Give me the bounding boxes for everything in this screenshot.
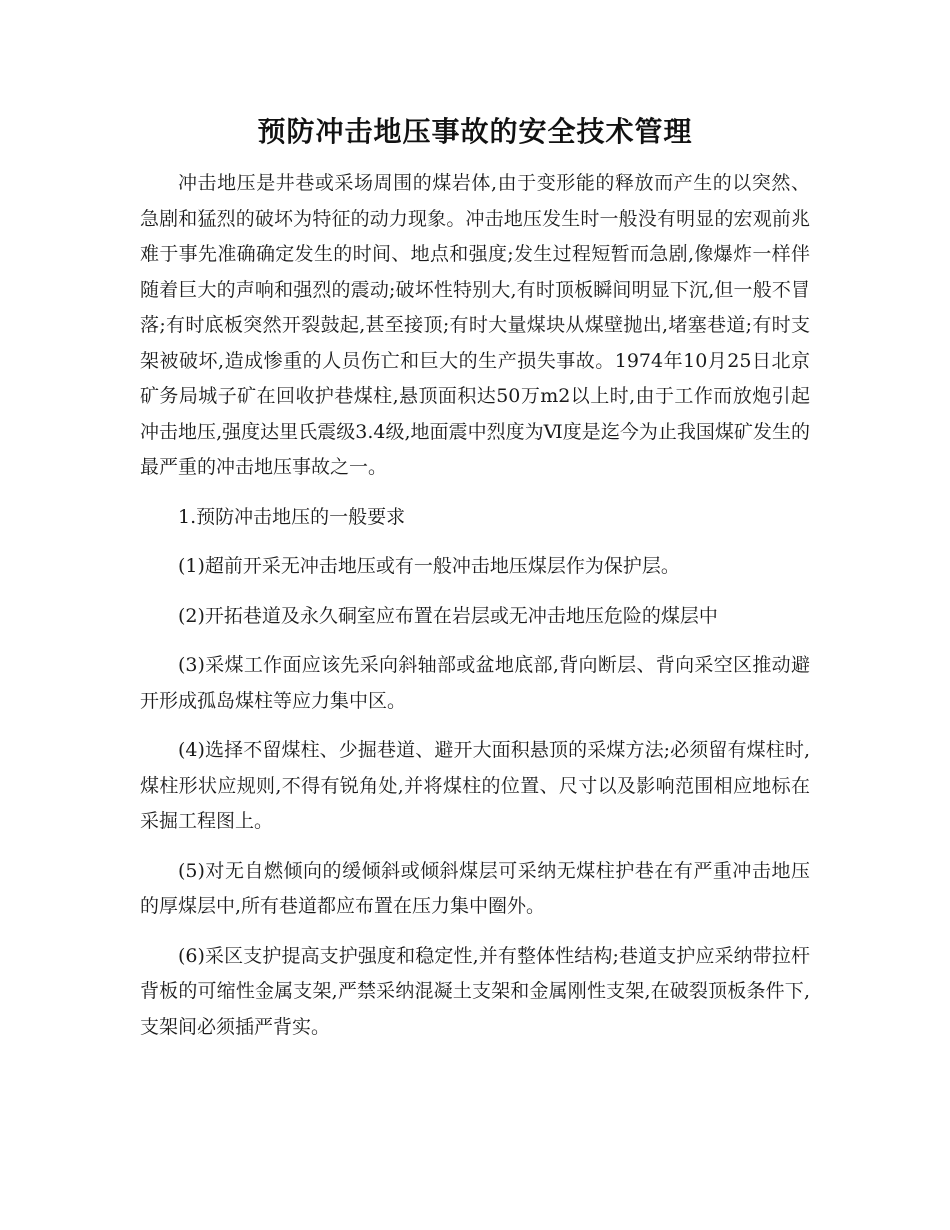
section-heading: 1.预防冲击地压的一般要求	[178, 505, 406, 528]
intro-paragraph: 冲击地压是井巷或采场周围的煤岩体,由于变形能的释放而产生的以突然、急剧和猛烈的破坏为特征的动力现象。冲击地压发生时一般没有明显的宏观前兆难于事先准确确定发生的时间、地点和强度;发生过程短暂而急剧,像爆炸一样伴随着巨大的声响和强烈的震动;破坏性特别大,有时顶板瞬间明显下沉,但一般不冒落;有时底板突然开裂鼓起,甚至接顶;有时大量煤块从煤壁抛出,堵塞巷道;有时支架被破坏,造成惨重的人员伤亡和巨大的生产损失事故。1974年10月25日北京矿务局城子矿在回收护巷煤柱,悬顶面积达50万m2以上时,由于工作而放炮引起冲击地压,强度达里氏震级3.4级,地面震中烈度为Ⅵ度是迄今为止我国煤矿发生的最严重的冲击地压事故之一。	[140, 172, 810, 478]
document-title: 预防冲击地压事故的安全技术管理	[257, 115, 693, 148]
requirement-item-1: (1)超前开采无冲击地压或有一般冲击地压煤层作为保护层。	[178, 555, 680, 577]
requirement-item-3: (3)采煤工作面应该先采向斜轴部或盆地底部,背向断层、背向采空区推动避开形成孤岛煤柱等应力集中区。	[140, 654, 810, 712]
requirement-item-6: (6)采区支护提高支护强度和稳定性,并有整体性结构;巷道支护应采纳带拉杆背板的可缩性金属支架,严禁采纳混凝土支架和金属刚性支架,在破裂顶板条件下,支架间必须插严背实。	[140, 944, 810, 1038]
requirement-item-4: (4)选择不留煤柱、少掘巷道、避开大面积悬顶的采煤方法;必须留有煤柱时,煤柱形状应规则,不得有锐角处,并将煤柱的位置、尺寸以及影响范围相应地标在采掘工程图上。	[140, 739, 810, 832]
requirement-item-5: (5)对无自燃倾向的缓倾斜或倾斜煤层可采纳无煤柱护巷在有严重冲击地压的厚煤层中,所有巷道都应布置在压力集中圈外。	[140, 859, 810, 917]
requirement-item-2: (2)开拓巷道及永久硐室应布置在岩层或无冲击地压危险的煤层中	[178, 604, 718, 627]
document-page	[140, 112, 810, 1045]
